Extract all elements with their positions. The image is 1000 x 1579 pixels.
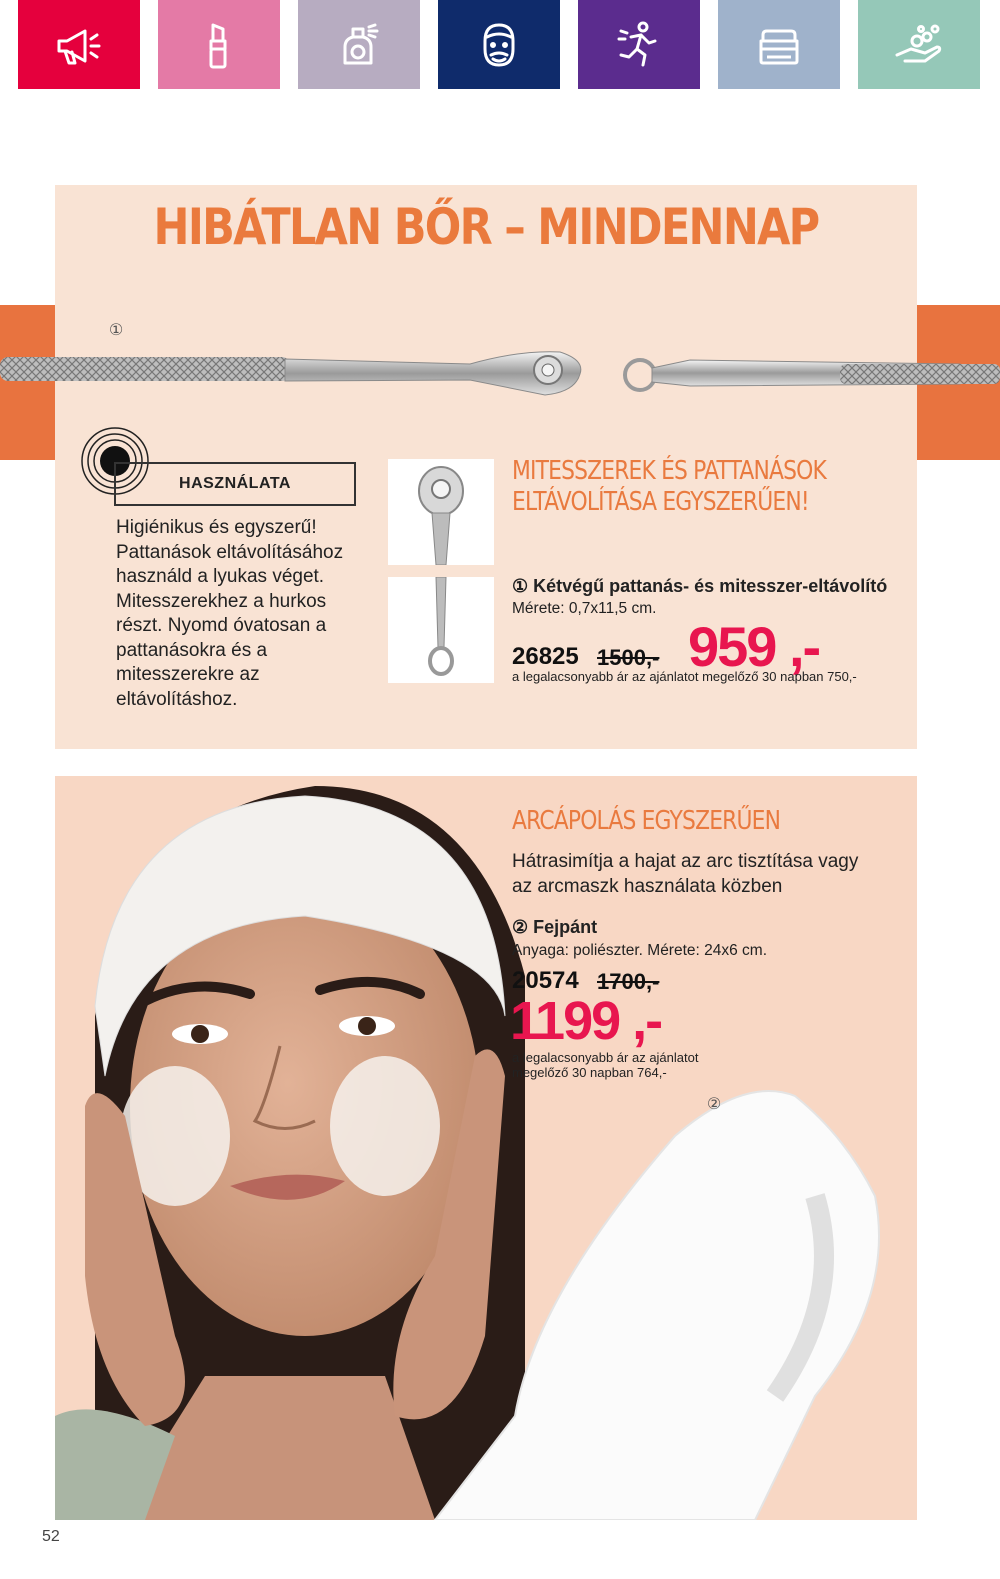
hand-wash-icon [891, 17, 947, 73]
tool-closeup-image-spoon [388, 459, 494, 565]
product1-lowest-price-note: a legalacsonyabb ár az ajánlatot megelőző 30 napban 750,- [512, 669, 857, 684]
tab-skincare[interactable] [718, 0, 840, 89]
product2-title: ARCÁPOLÁS EGYSZERŰEN [512, 806, 781, 836]
product2-description: Hátrasimítja a hajat az arc tisztítása vagy az arcmaszk használata közben [512, 851, 859, 897]
product1-old-price: 1500,- [597, 645, 660, 670]
tab-fragrance[interactable] [298, 0, 420, 89]
product1-title-line2: ELTÁVOLÍTÁSA EGYSZERŰEN! [512, 487, 809, 517]
cream-jar-icon [751, 17, 807, 73]
page-number: 52 [42, 1528, 60, 1545]
product1-code: 26825 [512, 643, 579, 670]
tab-promotions[interactable] [18, 0, 140, 89]
megaphone-icon [51, 17, 107, 73]
tab-bath[interactable] [858, 0, 980, 89]
product1-title-line1: MITESSZEREK ÉS PATTANÁSOK [512, 456, 826, 486]
product1-title [512, 456, 848, 518]
tab-makeup[interactable] [158, 0, 280, 89]
product-marker-2: ② [706, 1094, 722, 1113]
product2-material: Anyaga: poliészter. Mérete: 24x6 cm. [512, 942, 768, 959]
tool-closeup-image-loop [388, 577, 494, 683]
blackhead-remover-image [0, 340, 1000, 410]
product1-size: Mérete: 0,7x11,5 cm. [512, 600, 657, 617]
product2-old-price: 1700,- [597, 969, 660, 994]
product-marker-1: ① [108, 320, 124, 339]
product1-price: 959 ,- [688, 615, 820, 678]
tab-wellness[interactable] [578, 0, 700, 89]
product2-name: ② Fejpánt [512, 917, 598, 937]
usage-text: Higiénikus és egyszerű! Pattanások eltávolításához használd a lyukas véget. Mitesszerekhez a hurkos részt. Nyomd óvatosan a pattanásokra és a mitesszerekre az eltávolításhoz. [116, 517, 344, 710]
product2-note-line2: megelőző 30 napban 764,- [512, 1065, 667, 1080]
product2-price: 1199 ,- [510, 991, 662, 1051]
category-tabs [18, 0, 984, 89]
product2-code: 20574 [512, 967, 579, 994]
lipstick-icon [191, 17, 247, 73]
product1-name: ① Kétvégű pattanás- és mitesszer-eltávolító [512, 576, 888, 596]
perfume-icon [331, 17, 387, 73]
tab-men[interactable] [438, 0, 560, 89]
page-headline: HIBÁTLAN BŐR – MINDENNAP [153, 198, 819, 256]
product2-lowest-price-note [512, 1050, 698, 1080]
running-person-icon [611, 17, 667, 73]
product2-note-line1: a legalacsonyabb ár az ajánlatot [512, 1050, 699, 1065]
usage-label: HASZNÁLATA [114, 462, 356, 506]
man-face-icon [471, 17, 527, 73]
